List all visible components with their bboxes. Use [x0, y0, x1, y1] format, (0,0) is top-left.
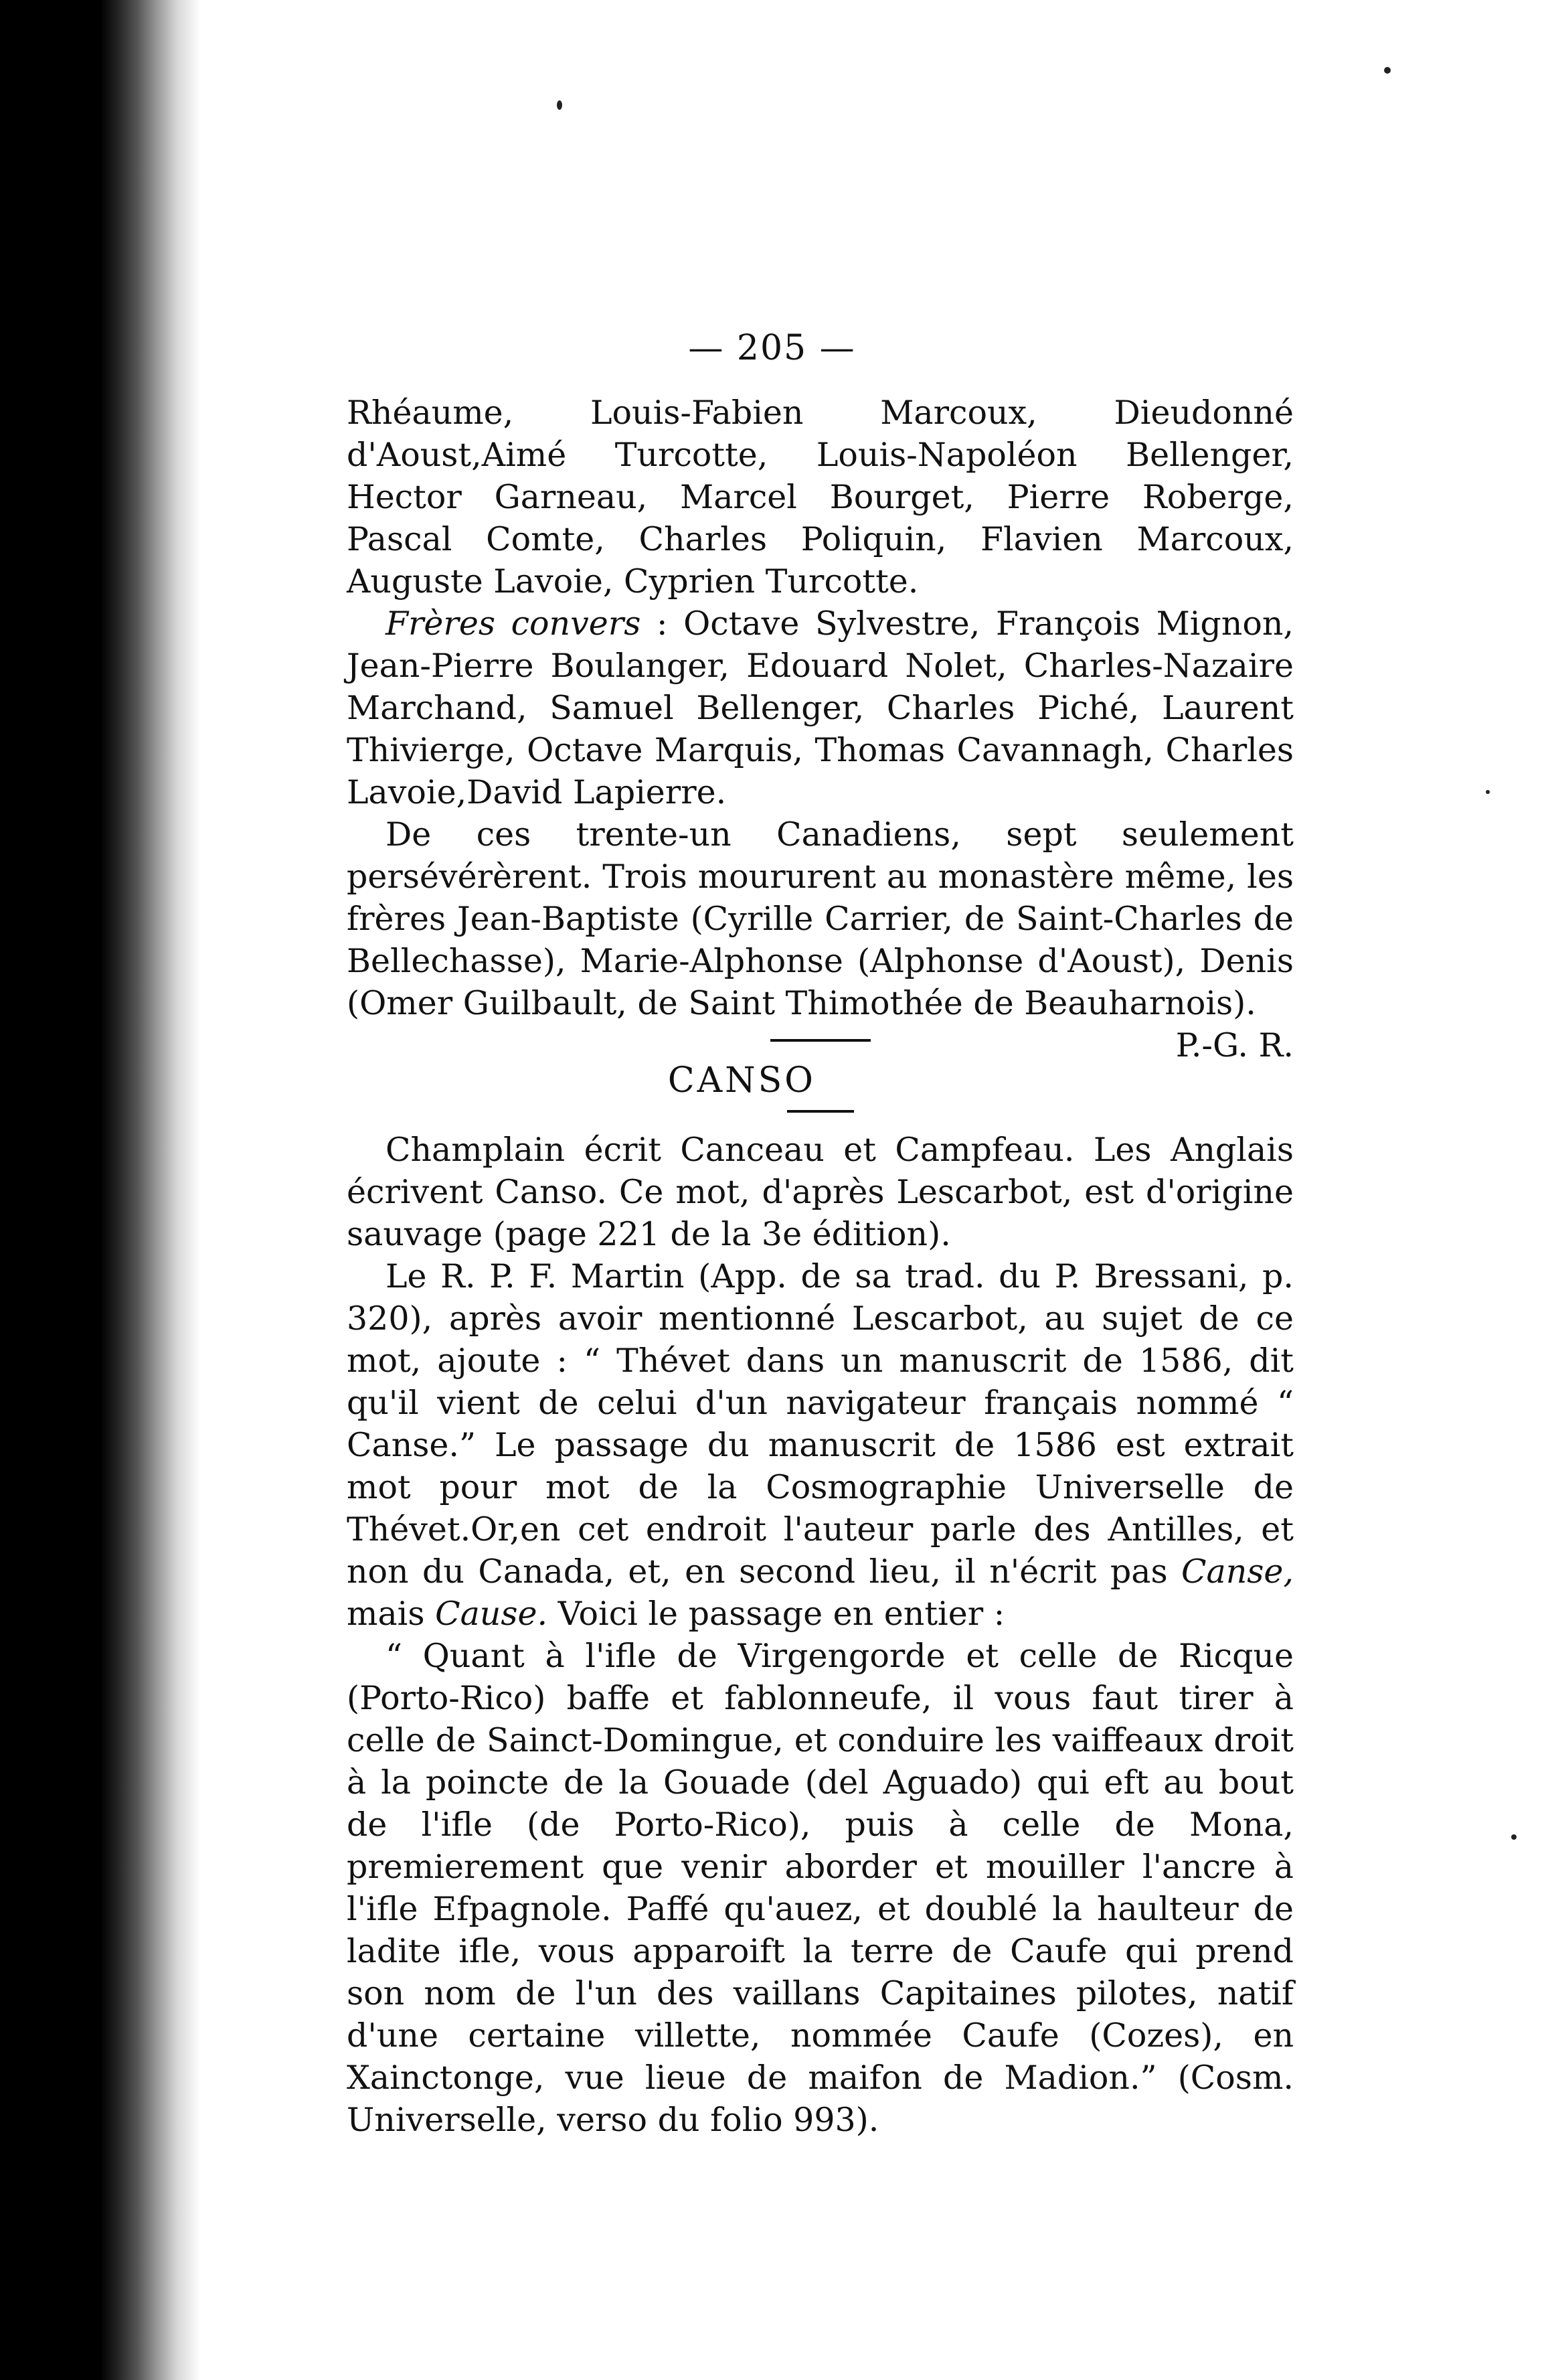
survivors-text: De ces trente-un Canadiens, sept seulement persévérèrent. Trois moururent au monastère même, les frères Jean-Baptiste (Cyrille Carrier, de Saint-Charles de Bellechasse), Marie-Alphonse (Alphonse d'Aoust), Denis (Omer Guilbault, de Saint Thimothée de Beauharnois).	[347, 815, 1294, 1022]
paragraph-names-continued: Rhéaume, Louis-Fabien Marcoux, Dieudonné d'Aoust,Aimé Turcotte, Louis-Napoléon Bellenger, Hector Garneau, Marcel Bourget, Pierre Roberge, Pascal Comte, Charles Poliquin, Flavien Marcoux, Auguste Lavoie, Cyprien Turcotte.	[347, 394, 1294, 601]
scan-speck	[1511, 1834, 1517, 1840]
author-signature: P.-G. R.	[1175, 1026, 1294, 1064]
paragraph-freres-convers	[347, 603, 1294, 813]
scan-speck	[1384, 67, 1391, 74]
martin-text-d: Voici le passage en entier :	[547, 1595, 1005, 1633]
section-title: CANSO	[667, 1060, 816, 1101]
freres-convers-label: Frères convers	[385, 605, 641, 643]
section-divider-bottom	[787, 1110, 854, 1113]
canse-italic: Canse,	[1181, 1553, 1294, 1591]
martin-text-a: Le R. P. F. Martin (App. de sa trad. du P. Bressani, p. 320), après avoir mentionné Lescarbot, au sujet de ce mot, ajoute : “ Thévet dans un manuscrit de 1586, dit qu'il vient de celui d'un navigateur français nommé “	[347, 1257, 1294, 1422]
martin-canse: Canse.	[347, 1426, 459, 1464]
martin-text-c: mais	[347, 1595, 436, 1633]
page-number: — 205 —	[688, 328, 856, 368]
paragraph-martin	[347, 1255, 1294, 1635]
thevet-quote: “ Quant à l'ifle de Virgengorde et celle de Ricque (Porto-Rico) baffe et fablonneufe, il vous faut tirer à celle de Sainct-Domingue, et conduire les vaiffeaux droit à la poincte de la Gouade (del Aguado) qui eft au bout de l'ifle (de Porto-Rico), puis à celle de Mona, premierement que venir aborder et mouiller l'ancre à l'ifle Efpagnole. Paffé qu'auez, et doublé la haulteur de ladite ifle, vous apparoift la terre de Caufe qui prend son nom de l'un des vaillans Capitaines pilotes, natif d'une certaine villette, nommée Caufe (Cozes), en Xainctonge, vue lieue de maifon de Madion.” (Cosm. Universelle, verso du folio 993).	[347, 1637, 1294, 2139]
page-text	[347, 392, 1294, 2141]
cause-italic: Cause.	[435, 1595, 548, 1633]
freres-convers-names: : Octave Sylvestre, François Mignon, Jean-Pierre Boulanger, Edouard Nolet, Charles-Nazaire Marchand, Samuel Bellenger, Charles Piché, Laurent Thivierge, Octave Marquis, Thomas Cavannagh, Charles Lavoie,David Lapierre.	[347, 605, 1294, 811]
section-divider-top	[770, 1039, 871, 1042]
paragraph-canso-intro: Champlain écrit Canceau et Campfeau. Les Anglais écrivent Canso. Ce mot, d'après Lescarbot, est d'origine sauvage (page 221 de la 3e édition).	[347, 1131, 1294, 1253]
martin-text-b: ” Le passage du manuscrit de 1586 est extrait mot pour mot de la Cosmographie Universelle de Thévet.Or,en cet endroit l'auteur parle des Antilles, et non du Canada, et, en second lieu, il n'écrit pas	[347, 1426, 1294, 1591]
paragraph-survivors	[347, 813, 1294, 1064]
scan-speck	[557, 100, 562, 110]
scan-speck	[1486, 790, 1490, 794]
